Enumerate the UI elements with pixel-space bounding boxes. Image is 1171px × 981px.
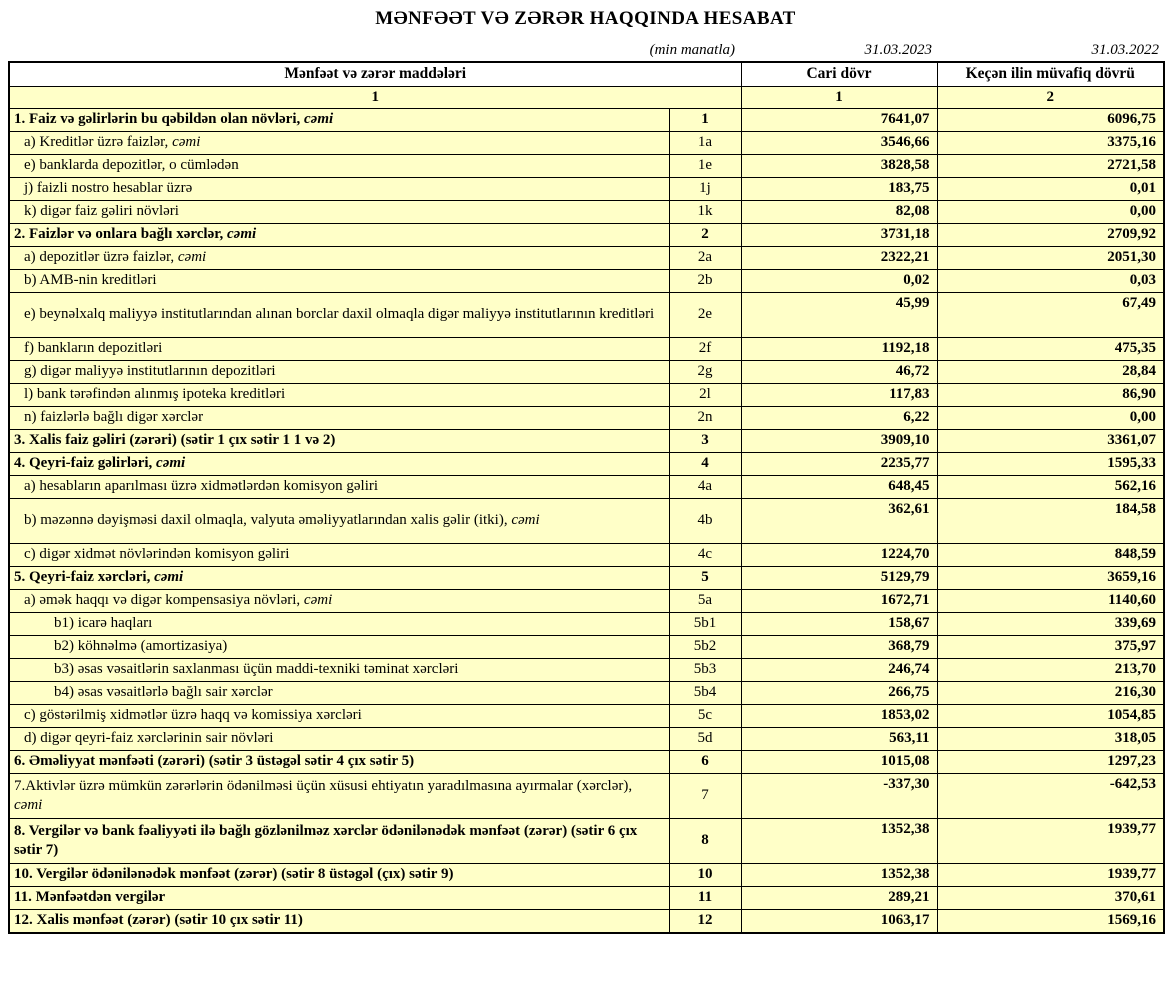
row-code: 2a [669, 247, 741, 270]
row-label [9, 682, 669, 705]
table-row [9, 751, 1164, 774]
row-value-current: 2235,77 [741, 453, 937, 476]
table-row [9, 407, 1164, 430]
row-label-text: 2. Faizlər və onlara bağlı xərclər, [14, 226, 228, 243]
row-label [9, 659, 669, 682]
row-value-previous: 6096,75 [937, 109, 1164, 132]
row-label [9, 338, 669, 361]
row-label-text: 8. Vergilər və bank fəaliyyəti ilə bağlı gözlənilməz xərclər ödənilənədək mənfəət (zərər) (sətir 6 çıx sətir 7) [14, 822, 638, 859]
row-value-current: 1224,70 [741, 544, 937, 567]
row-value-previous: 216,30 [937, 682, 1164, 705]
row-label-text: e) beynəlxalq maliyyə institutlarından alınan borclar daxil olmaqla digər maliyyə institutlarının kreditləri [24, 306, 655, 323]
row-label-text: a) depozitlər üzrə faizlər, [24, 249, 178, 266]
row-label [9, 636, 669, 659]
table-header-row [9, 62, 1164, 86]
row-value-current: 368,79 [741, 636, 937, 659]
table-row [9, 155, 1164, 178]
table-row [9, 864, 1164, 887]
row-code: 5d [669, 728, 741, 751]
row-code: 6 [669, 751, 741, 774]
row-value-previous: 562,16 [937, 476, 1164, 499]
table-row [9, 247, 1164, 270]
row-label-text: 1. Faiz və gəlirlərin bu qəbildən olan növləri, [14, 111, 304, 128]
table-row [9, 430, 1164, 453]
row-label-suffix: cəmi [303, 592, 333, 609]
row-value-previous: 848,59 [937, 544, 1164, 567]
row-value-current: 45,99 [741, 293, 937, 338]
table-row [9, 590, 1164, 613]
row-value-previous: 3375,16 [937, 132, 1164, 155]
row-code: 5 [669, 567, 741, 590]
row-label-suffix: cəmi [14, 797, 43, 814]
row-value-previous: 1140,60 [937, 590, 1164, 613]
row-value-current: -337,30 [741, 774, 937, 819]
row-value-current: 1015,08 [741, 751, 937, 774]
row-code: 5b4 [669, 682, 741, 705]
row-label [9, 430, 669, 453]
row-value-previous: 3659,16 [937, 567, 1164, 590]
row-value-previous: 1054,85 [937, 705, 1164, 728]
row-label [9, 476, 669, 499]
row-code: 2e [669, 293, 741, 338]
col-number-previous: 2 [937, 86, 1164, 109]
row-value-previous: 318,05 [937, 728, 1164, 751]
row-label-text: f) bankların depozitləri [24, 340, 163, 357]
row-value-current: 362,61 [741, 499, 937, 544]
row-label-text: l) bank tərəfindən alınmış ipoteka kreditləri [24, 386, 286, 403]
row-label-text: 3. Xalis faiz gəliri (zərəri) (sətir 1 çıx sətir 1 1 və 2) [14, 432, 336, 449]
row-label [9, 910, 669, 933]
row-value-previous: 1939,77 [937, 864, 1164, 887]
row-code: 2g [669, 361, 741, 384]
row-code: 4 [669, 453, 741, 476]
table-row [9, 361, 1164, 384]
profit-loss-table [8, 61, 1165, 934]
row-value-previous: 0,00 [937, 407, 1164, 430]
row-value-current: 1352,38 [741, 819, 937, 864]
row-label-text: 12. Xalis mənfəət (zərər) (sətir 10 çıx sətir 11) [14, 912, 303, 929]
row-label-text: d) digər qeyri-faiz xərclərinin sair növləri [24, 730, 274, 747]
table-row [9, 774, 1164, 819]
row-value-previous: 3361,07 [937, 430, 1164, 453]
row-label [9, 887, 669, 910]
row-label-text: g) digər maliyyə institutlarının depozitləri [24, 363, 276, 380]
row-value-current: 1853,02 [741, 705, 937, 728]
row-value-current: 3909,10 [741, 430, 937, 453]
row-code: 1a [669, 132, 741, 155]
row-label [9, 544, 669, 567]
report-title: MƏNFƏƏT VƏ ZƏRƏR HAQQINDA HESABAT [375, 8, 796, 29]
row-code: 2f [669, 338, 741, 361]
row-value-current: 1352,38 [741, 864, 937, 887]
row-label [9, 293, 669, 338]
row-value-previous: 1939,77 [937, 819, 1164, 864]
row-label-text: b2) köhnəlmə (amortizasiya) [54, 638, 228, 655]
row-code: 1 [669, 109, 741, 132]
row-value-current: 1672,71 [741, 590, 937, 613]
row-value-previous: 213,70 [937, 659, 1164, 682]
row-label-text: c) digər xidmət növlərindən komisyon gəliri [24, 546, 290, 563]
col-header-previous: Keçən ilin müvafiq dövrü [937, 62, 1164, 86]
row-label [9, 499, 669, 544]
row-label [9, 705, 669, 728]
row-label-text: a) Kreditlər üzrə faizlər, [24, 134, 173, 151]
row-code: 2b [669, 270, 741, 293]
row-value-previous: 2709,92 [937, 224, 1164, 247]
row-label-suffix: cəmi [172, 134, 201, 151]
row-label-text: 11. Mənfəətdən vergilər [14, 889, 166, 906]
row-label-text: k) digər faiz gəliri növləri [24, 203, 179, 220]
row-value-current: 1192,18 [741, 338, 937, 361]
col-number-items: 1 [9, 86, 741, 109]
row-value-current: 2322,21 [741, 247, 937, 270]
row-code: 5b1 [669, 613, 741, 636]
row-label [9, 270, 669, 293]
row-label-text: 5. Qeyri-faiz xərcləri, [14, 569, 155, 586]
row-label-suffix: cəmi [177, 249, 207, 266]
row-code: 2n [669, 407, 741, 430]
row-code: 5c [669, 705, 741, 728]
row-label-text: b3) əsas vəsaitlərin saxlanması üçün maddi-texniki təminat xərcləri [54, 661, 459, 678]
table-row [9, 224, 1164, 247]
table-row [9, 476, 1164, 499]
table-row [9, 384, 1164, 407]
row-value-current: 0,02 [741, 270, 937, 293]
row-value-current: 246,74 [741, 659, 937, 682]
row-code: 1j [669, 178, 741, 201]
row-value-current: 3546,66 [741, 132, 937, 155]
row-value-previous: 184,58 [937, 499, 1164, 544]
row-value-current: 563,11 [741, 728, 937, 751]
table-row [9, 544, 1164, 567]
row-value-previous: 2721,58 [937, 155, 1164, 178]
row-value-previous: 375,97 [937, 636, 1164, 659]
table-row [9, 270, 1164, 293]
row-code: 7 [669, 774, 741, 819]
row-value-current: 1063,17 [741, 910, 937, 933]
row-value-previous: 475,35 [937, 338, 1164, 361]
table-row [9, 728, 1164, 751]
row-label [9, 751, 669, 774]
row-label [9, 178, 669, 201]
row-value-previous: 1569,16 [937, 910, 1164, 933]
row-value-previous: 2051,30 [937, 247, 1164, 270]
row-label-text: 10. Vergilər ödənilənədək mənfəət (zərər) (sətir 8 üstəgəl (çıx) sətir 9) [14, 866, 454, 883]
row-label-text: 7.Aktivlər üzrə mümkün zərərlərin ödənilməsi üçün xüsusi ehtiyatın yaradılmasına ayırmalar (xərclər), [14, 777, 633, 794]
row-value-previous: 67,49 [937, 293, 1164, 338]
row-code: 4c [669, 544, 741, 567]
row-label-text: 6. Əməliyyat mənfəəti (zərəri) (sətir 3 üstəgəl sətir 4 çıx sətir 5) [14, 753, 415, 770]
row-label-text: b) AMB-nin kreditləri [24, 272, 157, 289]
row-label [9, 864, 669, 887]
row-code: 12 [669, 910, 741, 933]
row-code: 5b2 [669, 636, 741, 659]
row-label [9, 819, 669, 864]
row-value-previous: 339,69 [937, 613, 1164, 636]
row-value-previous: 1297,23 [937, 751, 1164, 774]
date-previous: 31.03.2022 [1091, 42, 1159, 58]
row-value-previous: 370,61 [937, 887, 1164, 910]
row-label [9, 201, 669, 224]
row-value-current: 3731,18 [741, 224, 937, 247]
table-row [9, 659, 1164, 682]
column-number-row [9, 86, 1164, 109]
row-label [9, 109, 669, 132]
row-label-text: 4. Qeyri-faiz gəlirləri, [14, 455, 157, 472]
row-value-current: 82,08 [741, 201, 937, 224]
row-code: 4a [669, 476, 741, 499]
table-row [9, 636, 1164, 659]
row-label-text: a) hesabların aparılması üzrə xidmətlərdən komisyon gəliri [24, 478, 379, 495]
row-value-current: 46,72 [741, 361, 937, 384]
row-label-suffix: cəmi [227, 226, 257, 243]
row-label-suffix: cəmi [511, 512, 540, 529]
row-label-text: b1) icarə haqları [54, 615, 153, 632]
table-row [9, 178, 1164, 201]
table-row [9, 682, 1164, 705]
table-row [9, 453, 1164, 476]
row-code: 1e [669, 155, 741, 178]
table-row [9, 705, 1164, 728]
row-code: 2 [669, 224, 741, 247]
row-label [9, 132, 669, 155]
table-row [9, 819, 1164, 864]
row-label-text: n) faizlərlə bağlı digər xərclər [24, 409, 204, 426]
row-value-current: 6,22 [741, 407, 937, 430]
date-current: 31.03.2023 [864, 42, 932, 58]
table-body [9, 109, 1164, 933]
row-code: 4b [669, 499, 741, 544]
row-value-previous: 0,01 [937, 178, 1164, 201]
col-header-current: Cari dövr [741, 62, 937, 86]
row-value-previous: 86,90 [937, 384, 1164, 407]
row-label [9, 774, 669, 819]
row-value-current: 289,21 [741, 887, 937, 910]
row-label-text: b) məzənnə dəyişməsi daxil olmaqla, valyuta əməliyyatlarından xalis gəlir (itki), [24, 512, 512, 529]
row-label-text: a) əmək haqqı və digər kompensasiya növləri, [24, 592, 304, 609]
row-value-previous: 0,00 [937, 201, 1164, 224]
row-label [9, 224, 669, 247]
row-label [9, 728, 669, 751]
row-code: 5b3 [669, 659, 741, 682]
row-value-previous: 1595,33 [937, 453, 1164, 476]
row-label [9, 155, 669, 178]
row-label-text: b4) əsas vəsaitlərlə bağlı sair xərclər [54, 684, 273, 701]
table-row [9, 499, 1164, 544]
row-code: 5a [669, 590, 741, 613]
table-row [9, 293, 1164, 338]
row-value-current: 648,45 [741, 476, 937, 499]
row-label-suffix: cəmi [154, 569, 184, 586]
table-row [9, 109, 1164, 132]
row-label-text: c) göstərilmiş xidmətlər üzrə haqq və komissiya xərcləri [24, 707, 362, 724]
row-label [9, 590, 669, 613]
row-label [9, 567, 669, 590]
row-label-suffix: cəmi [304, 111, 334, 128]
table-row [9, 132, 1164, 155]
col-header-items: Mənfəət və zərər maddələri [9, 62, 741, 86]
row-value-current: 117,83 [741, 384, 937, 407]
row-code: 8 [669, 819, 741, 864]
row-label [9, 407, 669, 430]
row-value-current: 266,75 [741, 682, 937, 705]
row-label-suffix: cəmi [156, 455, 186, 472]
row-code: 11 [669, 887, 741, 910]
row-label [9, 384, 669, 407]
row-code: 2l [669, 384, 741, 407]
row-code: 3 [669, 430, 741, 453]
row-code: 10 [669, 864, 741, 887]
row-value-current: 3828,58 [741, 155, 937, 178]
row-value-current: 7641,07 [741, 109, 937, 132]
table-row [9, 201, 1164, 224]
row-value-previous: 28,84 [937, 361, 1164, 384]
row-value-current: 183,75 [741, 178, 937, 201]
row-label [9, 247, 669, 270]
table-row [9, 887, 1164, 910]
row-label-text: j) faizli nostro hesablar üzrə [24, 180, 193, 197]
col-number-current: 1 [741, 86, 937, 109]
row-label [9, 361, 669, 384]
row-label [9, 613, 669, 636]
row-value-previous: 0,03 [937, 270, 1164, 293]
subheader-row [8, 42, 1163, 59]
row-value-current: 5129,79 [741, 567, 937, 590]
unit-note: (min manatla) [649, 42, 735, 58]
table-row [9, 910, 1164, 933]
row-value-current: 158,67 [741, 613, 937, 636]
table-row [9, 338, 1164, 361]
row-code: 1k [669, 201, 741, 224]
row-value-previous: -642,53 [937, 774, 1164, 819]
row-label [9, 453, 669, 476]
table-row [9, 567, 1164, 590]
row-label-text: e) banklarda depozitlər, o cümlədən [24, 157, 239, 174]
table-row [9, 613, 1164, 636]
